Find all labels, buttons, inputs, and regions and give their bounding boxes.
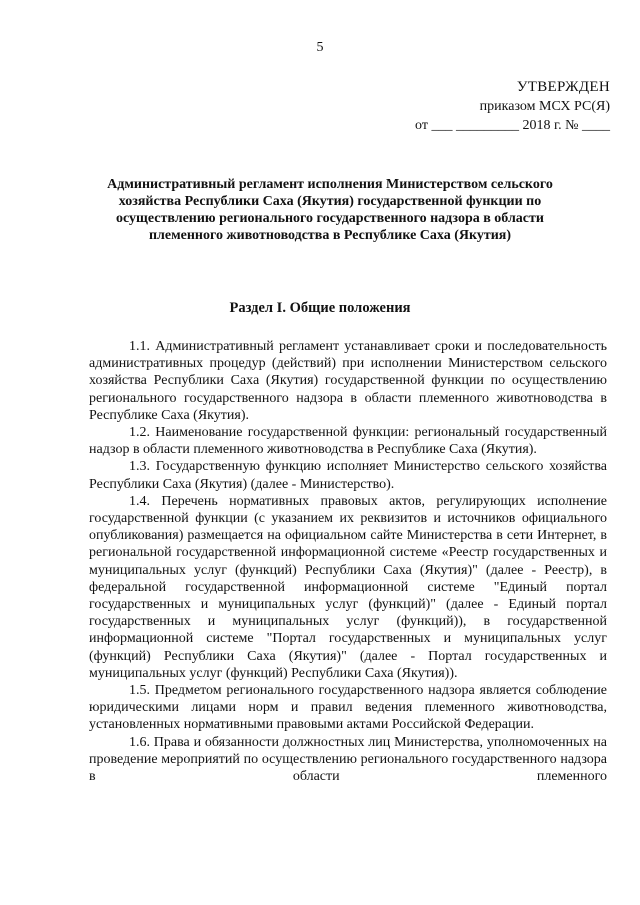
paragraph-1-5: 1.5. Предметом регионального государственного надзора является соблюдение юридическими лицами норм и правил ведения племенного животноводства, установленных нормативными правовыми актами Российской Федерации. (89, 683, 607, 733)
section-heading: Раздел I. Общие положения (229, 300, 411, 316)
document-body (89, 338, 607, 785)
paragraph-1-6: 1.6. Права и обязанности должностных лиц Министерства, уполномоченных на проведение мероприятий по осуществлению регионального государственного надзора в области племенного (89, 734, 607, 785)
approval-block (415, 78, 610, 135)
document-title: Административный регламент исполнения Министерством сельского хозяйства Республики Саха (Якутия) государственной функции по осуществлению регионального государственного надзора в области племенного животноводства в Республике Саха (Якутия) (107, 177, 553, 243)
page-number: 5 (316, 40, 324, 55)
paragraph-1-2: 1.2. Наименование государственной функции: региональный государственный надзор в области племенного животноводства в Республике Саха (Якутия). (89, 425, 607, 458)
approval-line-3: от ___ _________ 2018 г. № ____ (415, 118, 610, 133)
approval-line-1: УТВЕРЖДЕН (516, 79, 610, 95)
paragraph-1-3: 1.3. Государственную функцию исполняет Министерство сельского хозяйства Республики Саха (Якутия) (далее - Министерство). (89, 459, 607, 492)
paragraph-1-4: 1.4. Перечень нормативных правовых актов, регулирующих исполнение государственной функции (с указанием их реквизитов и источников официального опубликования) размещается на официальном сайте Министерства в сети Интернет, в региональной государственной информационной системе «Реестр государственных и муниципальных услуг (функций) Республики Саха (Якутия)" (далее - Реестр), в федеральной государственной информационной системе "Единый портал государственных и муниципальных услуг (функций)" (далее - Единый портал государственных и муниципальных услуг (функций)), в государственной информационной системе "Портал государственных и муниципальных услуг (функций) Республики Саха (Якутия)" (далее - Портал государственных и муниципальных услуг (функций) Республики Саха (Якутия)). (89, 493, 607, 681)
paragraph-1-1: 1.1. Административный регламент устанавливает сроки и последовательность административных процедур (действий) при исполнении Министерством сельского хозяйства Республики Саха (Якутия) государственной функции по осуществлению регионального государственного надзора в области племенного животноводства в Республике Саха (Якутия). (89, 339, 607, 423)
approval-line-2: приказом МСХ РС(Я) (479, 99, 610, 114)
